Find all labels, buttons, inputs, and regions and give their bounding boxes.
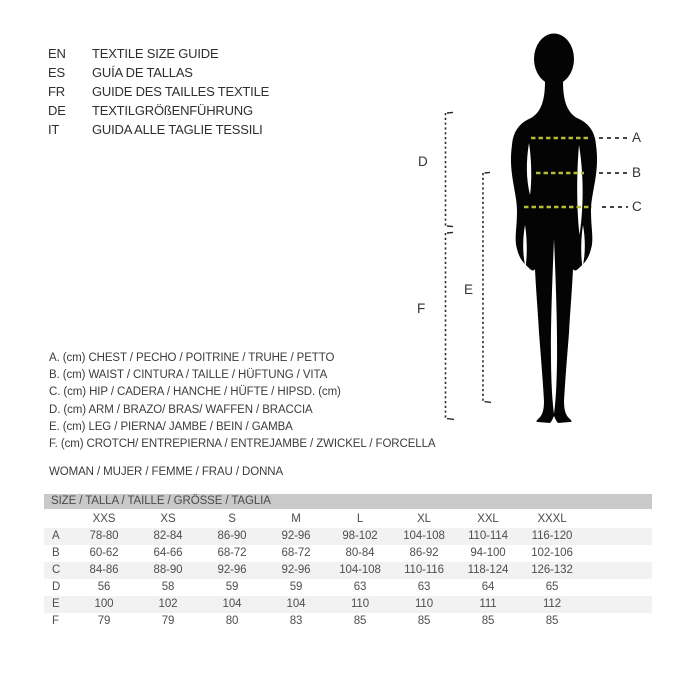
- row-label: E: [52, 598, 60, 610]
- size-header-row: [44, 511, 652, 528]
- label-waist: B: [632, 165, 642, 180]
- legend-line: F. (cm) CROTCH/ ENTREPIERNA / ENTREJAMBE / ZWICKEL / FORCELLA: [49, 438, 436, 451]
- filler-cell: [584, 511, 652, 528]
- value-cell: 63: [417, 581, 431, 593]
- measure-line-leg: [483, 172, 491, 402]
- filler-cell: [584, 579, 652, 596]
- value-cell: 86-90: [217, 530, 247, 542]
- filler-cell: [584, 613, 652, 630]
- table-row: [44, 579, 652, 596]
- legend-line: A. (cm) CHEST / PECHO / POITRINE / TRUHE / PETTO: [49, 352, 335, 364]
- table-row: [44, 562, 652, 579]
- legend-line: D. (cm) ARM / BRAZO/ BRAS/ WAFFEN / BRACCIA: [49, 403, 313, 416]
- value-cell: 88-90: [153, 564, 183, 576]
- guide-title: GUÍA DE TALLAS: [92, 65, 193, 80]
- value-cell: 94-100: [470, 547, 506, 559]
- guide-title: GUIDE DES TAILLES TEXTILE: [92, 84, 270, 99]
- value-cell: 102-106: [531, 547, 573, 559]
- table-row: [44, 545, 652, 562]
- size-column-header: M: [291, 513, 301, 525]
- label-arm: D: [418, 154, 428, 169]
- legend-line: E. (cm) LEG / PIERNA/ JAMBE / BEIN / GAMBA: [49, 420, 293, 433]
- value-cell: 79: [97, 615, 111, 627]
- row-label: D: [52, 581, 61, 593]
- value-cell: 58: [161, 581, 175, 593]
- value-cell: 110: [350, 598, 370, 610]
- category-woman: WOMAN / MUJER / FEMME / FRAU / DONNA: [49, 466, 284, 478]
- language-code: IT: [48, 122, 60, 137]
- value-cell: 111: [479, 598, 497, 610]
- value-cell: 92-96: [281, 564, 311, 576]
- size-table: [44, 494, 652, 630]
- corner-cell: [44, 511, 72, 528]
- size-column-header: XL: [417, 513, 431, 525]
- value-cell: 85: [481, 615, 495, 627]
- legend-line: B. (cm) WAIST / CINTURA / TAILLE / HÜFTUNG / VITA: [49, 369, 328, 382]
- value-cell: 68-72: [217, 547, 247, 559]
- value-cell: 104-108: [339, 564, 381, 576]
- value-cell: 80: [225, 615, 239, 627]
- woman-silhouette: [511, 34, 597, 424]
- measurement-legend: [49, 350, 435, 453]
- value-cell: 83: [289, 615, 303, 627]
- language-code: EN: [48, 46, 66, 61]
- value-cell: 64-66: [153, 547, 183, 559]
- guide-title: TEXTILE SIZE GUIDE: [92, 46, 219, 61]
- value-cell: 60-62: [89, 547, 119, 559]
- size-table-header-bar: SIZE / TALLA / TAILLE / GRÖSSE / TAGLIA: [44, 494, 652, 509]
- value-cell: 104: [286, 598, 306, 610]
- value-cell: 59: [289, 581, 303, 593]
- language-code: ES: [48, 65, 65, 80]
- value-cell: 85: [353, 615, 367, 627]
- value-cell: 104: [222, 598, 242, 610]
- value-cell: 92-96: [281, 530, 311, 542]
- size-column-header: XXXL: [537, 513, 567, 525]
- value-cell: 68-72: [281, 547, 311, 559]
- table-row: [44, 528, 652, 545]
- filler-cell: [584, 545, 652, 562]
- value-cell: 82-84: [153, 530, 183, 542]
- value-cell: 84-86: [89, 564, 119, 576]
- value-cell: 85: [417, 615, 431, 627]
- row-label: C: [52, 564, 61, 576]
- value-cell: 80-84: [345, 547, 375, 559]
- guide-title: GUIDA ALLE TAGLIE TESSILI: [92, 122, 263, 137]
- label-chest: A: [632, 130, 642, 145]
- value-cell: 79: [161, 615, 175, 627]
- size-column-header: L: [356, 513, 364, 525]
- value-cell: 59: [225, 581, 239, 593]
- row-label: A: [52, 530, 60, 542]
- value-cell: 56: [97, 581, 111, 593]
- filler-cell: [584, 596, 652, 613]
- value-cell: 98-102: [342, 530, 378, 542]
- value-cell: 92-96: [217, 564, 247, 576]
- label-crotch: F: [417, 301, 426, 316]
- table-row: [44, 613, 652, 630]
- measure-line-crotch: [446, 232, 455, 419]
- filler-cell: [584, 562, 652, 579]
- table-row: [44, 596, 652, 613]
- value-cell: 110-116: [404, 564, 444, 576]
- size-column-header: XS: [160, 513, 176, 525]
- language-code: DE: [48, 103, 66, 118]
- value-cell: 65: [545, 581, 559, 593]
- legend-line: C. (cm) HIP / CADERA / HANCHE / HÜFTE / HIPSD. (cm): [49, 386, 341, 399]
- label-leg: E: [464, 282, 474, 297]
- value-cell: 102: [158, 598, 178, 610]
- filler-cell: [584, 528, 652, 545]
- value-cell: 118-124: [467, 564, 509, 576]
- language-code: FR: [48, 84, 65, 99]
- size-column-header: XXS: [92, 513, 116, 525]
- row-label: F: [52, 615, 59, 627]
- value-cell: 116-120: [531, 530, 573, 542]
- value-cell: 63: [353, 581, 367, 593]
- value-cell: 85: [545, 615, 559, 627]
- size-column-header: S: [228, 513, 236, 525]
- row-label: B: [52, 547, 60, 559]
- size-column-header: XXL: [477, 513, 499, 525]
- value-cell: 110: [414, 598, 434, 610]
- value-cell: 78-80: [89, 530, 119, 542]
- value-cell: 86-92: [409, 547, 439, 559]
- value-cell: 64: [481, 581, 495, 593]
- measure-line-arm: [446, 112, 454, 226]
- value-cell: 104-108: [403, 530, 445, 542]
- value-cell: 110-114: [468, 530, 508, 542]
- value-cell: 126-132: [531, 564, 573, 576]
- guide-title: TEXTILGRÖßENFÜHRUNG: [92, 103, 253, 118]
- value-cell: 112: [542, 598, 562, 610]
- value-cell: 100: [94, 598, 114, 610]
- label-hip: C: [632, 199, 642, 214]
